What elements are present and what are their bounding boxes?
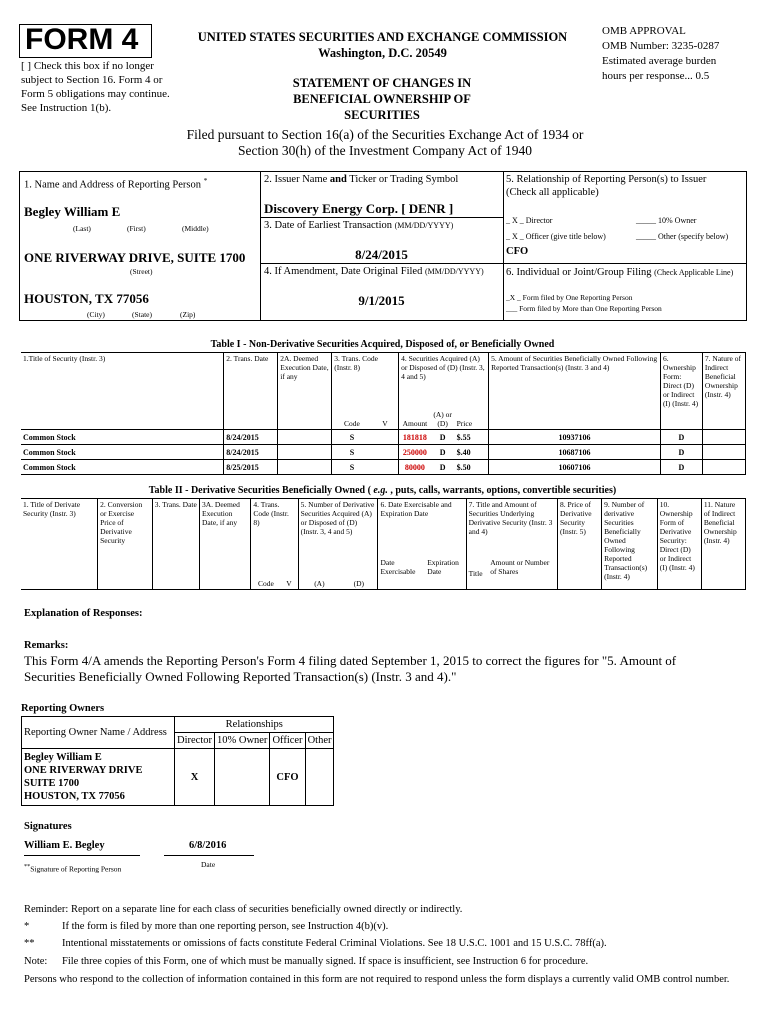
t1-date: 8/24/2015 xyxy=(224,430,278,445)
street-label: (Street) xyxy=(130,267,153,276)
t2-h2: 2. Conversion or Exercise Price of Derivative Security xyxy=(98,499,153,590)
t2-h8: 8. Price of Derivative Security (Instr. 5) xyxy=(557,499,601,590)
t1-deemed xyxy=(278,430,332,445)
owner-10 xyxy=(214,749,269,806)
t1-amount: 80000 xyxy=(404,462,425,472)
t1-ad: D xyxy=(439,462,446,472)
t1-v xyxy=(372,445,399,460)
original-filed-date: 9/1/2015 xyxy=(358,293,405,308)
t2-sub-a: (A) xyxy=(314,579,325,588)
city-label: (City) xyxy=(87,310,105,319)
grid-line xyxy=(503,171,504,321)
owners-col-rel: Relationships xyxy=(175,717,334,733)
table2-title: Table II - Derivative Securities Beneficially Owned ( e.g. , puts, calls, warrants, options, convertible securities) xyxy=(148,485,617,496)
t1-deemed xyxy=(278,460,332,475)
t1-code: S xyxy=(349,447,355,457)
table-row xyxy=(22,749,334,806)
signer-name: William E. Begley xyxy=(24,840,105,851)
table1-title: Table I - Non-Derivative Securities Acquired, Disposed of, or Beneficially Owned xyxy=(210,339,555,350)
owners-title: Reporting Owners xyxy=(21,703,105,714)
table-row xyxy=(21,460,746,475)
t1-date: 8/24/2015 xyxy=(224,445,278,460)
omb-line: hours per response... 0.5 xyxy=(602,70,710,82)
form-title: FORM 4 xyxy=(25,23,139,56)
t1-nature xyxy=(702,460,745,475)
agency-name: UNITED STATES SECURITIES AND EXCHANGE COMMISSION xyxy=(197,30,568,44)
owners-col-officer: Officer xyxy=(270,733,305,749)
t2-h3a: 3A. Deemed Execution Date, if any xyxy=(199,499,250,590)
omb-line: OMB Number: 3235-0287 xyxy=(602,40,720,52)
table-row xyxy=(21,445,746,460)
t2-sub-d: (D) xyxy=(340,557,378,590)
t1-price: $.55 xyxy=(455,430,489,445)
t2-h10: 10. Ownership Form of Derivative Security: Direct (D) or Indirect (I) (Instr. 4) xyxy=(657,499,701,590)
t1-form: D xyxy=(660,430,702,445)
signatures-title: Signatures xyxy=(24,821,72,832)
t2-sub-v: V xyxy=(280,557,298,590)
t2-h6: 6. Date Exercisable and Expiration Date xyxy=(378,499,466,558)
box5-label: 5. Relationship of Reporting Person(s) to Issuer (Check all applicable) xyxy=(506,174,707,198)
t2-h3: 3. Trans. Date xyxy=(152,499,199,590)
footnote-star: * xyxy=(24,921,30,932)
owners-col-other: Other xyxy=(305,733,334,749)
state-label: (State) xyxy=(132,310,152,319)
owner-officer: CFO xyxy=(270,749,305,806)
owner-director: X xyxy=(175,749,215,806)
t1-form: D xyxy=(660,445,702,460)
t1-code: S xyxy=(349,462,355,472)
t2-sub-code: Code xyxy=(257,579,274,588)
check-box-note: [ ] Check this box if no longer subject to Section 16. Form 4 or Form 5 obligations may continue. See Instruction 1(b). xyxy=(21,60,170,114)
owners-col-director: Director xyxy=(175,733,215,749)
t2-sub-exp: Expiration Date xyxy=(425,557,466,590)
officer-title: CFO xyxy=(506,246,529,257)
t2-h11: 11. Nature of Indirect Beneficial Ownership (Instr. 4) xyxy=(701,499,745,590)
date-line xyxy=(164,855,254,856)
filed-line-2: Section 30(h) of the Investment Company Act of 1940 xyxy=(238,143,532,158)
t1-title: Common Stock xyxy=(21,460,224,475)
filed-by-one-option[interactable]: _X _ Form filed by One Reporting Person xyxy=(506,293,633,302)
t1-sub-code: Code xyxy=(344,419,360,428)
t2-h5: 5. Number of Derivative Securities Acquired (A) or Disposed of (D) (Instr. 3, 4 and 5) xyxy=(298,499,378,558)
signature-line xyxy=(24,855,140,856)
t1-ad: D xyxy=(439,447,446,457)
city-address: HOUSTON, TX 77056 xyxy=(24,291,149,306)
t1-owned: 10687106 xyxy=(489,445,661,460)
omb-line: Estimated average burden xyxy=(602,55,717,67)
box1-label: 1. Name and Address of Reporting Person * xyxy=(24,176,208,191)
grid-line xyxy=(19,171,746,172)
t1-h7: 7. Nature of Indirect Beneficial Ownership (Instr. 4) xyxy=(702,353,745,430)
t1-price: $.40 xyxy=(455,445,489,460)
table2 xyxy=(21,498,746,590)
grid-line xyxy=(19,171,20,321)
box3-label: 3. Date of Earliest Transaction (MM/DD/YYYY) xyxy=(264,220,454,231)
owners-col-name: Reporting Owner Name / Address xyxy=(22,717,175,749)
t2-h4: 4. Trans. Code (Instr. 8) xyxy=(251,499,298,558)
note-label: Note: xyxy=(24,956,48,967)
t1-nature xyxy=(702,430,745,445)
issuer-name: Discovery Energy Corp. [ DENR ] xyxy=(264,201,454,216)
note-text: File three copies of this Form, one of which must be manually signed. If space is insufficient, see Instruction 6 for procedure. xyxy=(62,956,589,967)
agency-location: Washington, D.C. 20549 xyxy=(318,46,447,60)
t1-form: D xyxy=(660,460,702,475)
t1-price: $.50 xyxy=(455,460,489,475)
t2-h9: 9. Number of derivative Securities Beneficially Owned Following Reported Transaction(s) (Instr. 4) xyxy=(602,499,658,590)
t1-h2a: 2A. Deemed Execution Date, if any xyxy=(278,353,332,430)
owners-table xyxy=(21,716,334,806)
remarks-text: This Form 4/A amends the Reporting Person's Form 4 filing dated September 1, 2015 to correct the figures for "5. Amount of Securities Beneficially Owned Following Reported Transaction(s) (Instr. 3 and 4)." xyxy=(24,653,677,684)
t1-h2: 2. Trans. Date xyxy=(224,353,278,430)
explanation-label: Explanation of Responses: xyxy=(24,608,143,619)
first-label: (First) xyxy=(127,224,146,233)
date-label: Date xyxy=(201,860,216,869)
owner-other xyxy=(305,749,334,806)
statement-title: STATEMENT OF CHANGES IN BENEFICIAL OWNERSHIP OF SECURITIES xyxy=(292,76,472,122)
footnote-dstar-text: Intentional misstatements or omissions of facts constitute Federal Criminal Violations. See 18 U.S.C. 1001 and 15 U.S.C. 78ff(a). xyxy=(62,938,607,949)
filed-line-1: Filed pursuant to Section 16(a) of the Securities Exchange Act of 1934 or xyxy=(186,127,584,142)
street-address: ONE RIVERWAY DRIVE, SUITE 1700 xyxy=(24,250,246,265)
table1 xyxy=(21,352,746,475)
filed-pursuant xyxy=(100,127,670,159)
ten-percent-owner-checkbox[interactable]: _____ 10% Owner xyxy=(636,216,697,225)
t1-h3: 3. Trans. Code (Instr. 8) xyxy=(332,353,399,410)
t1-h4: 4. Securities Acquired (A) or Disposed of (D) (Instr. 3, 4 and 5) xyxy=(399,353,489,410)
footnote-star-text: If the form is filed by more than one reporting person, see Instruction 4(b)(v). xyxy=(62,921,389,932)
t1-date: 8/25/2015 xyxy=(224,460,278,475)
t1-title: Common Stock xyxy=(21,445,224,460)
last-label: (Last) xyxy=(73,224,91,233)
t1-h1: 1.Title of Security (Instr. 3) xyxy=(21,353,224,430)
t1-sub-aord: (A) or (D) xyxy=(433,410,452,428)
t1-sub-v: V xyxy=(372,409,399,430)
t1-nature xyxy=(702,445,745,460)
director-checkbox[interactable]: _ X _ Director xyxy=(506,216,553,225)
box6-label: 6. Individual or Joint/Group Filing (Check Applicable Line) xyxy=(506,267,734,278)
t1-deemed xyxy=(278,445,332,460)
officer-checkbox[interactable]: _ X _ Officer (give title below) xyxy=(506,232,606,241)
table-row xyxy=(21,430,746,445)
grid-line xyxy=(260,263,747,264)
signature-date: 6/8/2016 xyxy=(189,840,227,851)
other-checkbox[interactable]: _____ Other (specify below) xyxy=(636,232,729,241)
owner-name-address: Begley William E ONE RIVERWAY DRIVE SUITE 1700 HOUSTON, TX 77056 xyxy=(22,749,175,806)
t2-h7: 7. Title and Amount of Securities Underlying Derivative Security (Instr. 3 and 4) xyxy=(466,499,557,558)
omb-approval xyxy=(602,24,752,84)
t1-ad: D xyxy=(439,432,446,442)
persons-note: Persons who respond to the collection of information contained in this form are not required to respond unless the form displays a currently valid OMB control number. xyxy=(24,974,730,985)
omb-line: OMB APPROVAL xyxy=(602,25,686,37)
earliest-transaction-date: 8/24/2015 xyxy=(355,247,408,262)
t2-h1: 1. Title of Derivate Security (Instr. 3) xyxy=(21,499,98,590)
reminder: Reminder: Report on a separate line for each class of securities beneficially owned directly or indirectly. xyxy=(24,904,463,915)
box2-label: 2. Issuer Name and Ticker or Trading Symbol xyxy=(264,174,459,185)
footnote-star: * xyxy=(203,176,208,185)
t1-sub-price: Price xyxy=(455,409,489,430)
t1-sub-amount: Amount xyxy=(402,419,428,428)
zip-label: (Zip) xyxy=(180,310,196,319)
grid-line xyxy=(260,217,503,218)
t2-sub-amount: Amount or Number of Shares xyxy=(488,557,557,590)
t1-owned: 10937106 xyxy=(489,430,661,445)
footnote-dstar: ** xyxy=(24,938,35,949)
t2-sub-date-ex: Date Exercisable xyxy=(380,558,416,576)
filed-by-more-option[interactable]: ___ Form filed by More than One Reporting Person xyxy=(506,304,662,313)
t1-v xyxy=(372,430,399,445)
t1-h6: 6. Ownership Form: Direct (D) or Indirect (I) (Instr. 4) xyxy=(660,353,702,430)
remarks-label: Remarks: xyxy=(24,640,69,651)
t2-sub-title: Title xyxy=(468,568,483,578)
t1-amount: 250000 xyxy=(402,447,427,457)
t1-title: Common Stock xyxy=(21,430,224,445)
grid-line xyxy=(19,320,746,321)
reporting-person-name: Begley William E xyxy=(24,204,121,219)
signature-label: **Signature of Reporting Person xyxy=(24,863,122,874)
t1-amount: 181818 xyxy=(402,432,427,442)
owners-col-10: 10% Owner xyxy=(214,733,269,749)
box4-label: 4. If Amendment, Date Original Filed (MM/DD/YYYY) xyxy=(264,266,484,277)
t1-v xyxy=(372,460,399,475)
t1-owned: 10607106 xyxy=(489,460,661,475)
t1-h5: 5. Amount of Securities Beneficially Owned Following Reported Transaction(s) (Instr. 3 and 4) xyxy=(489,353,661,430)
grid-line xyxy=(746,171,747,321)
t1-code: S xyxy=(349,432,355,442)
middle-label: (Middle) xyxy=(182,224,209,233)
